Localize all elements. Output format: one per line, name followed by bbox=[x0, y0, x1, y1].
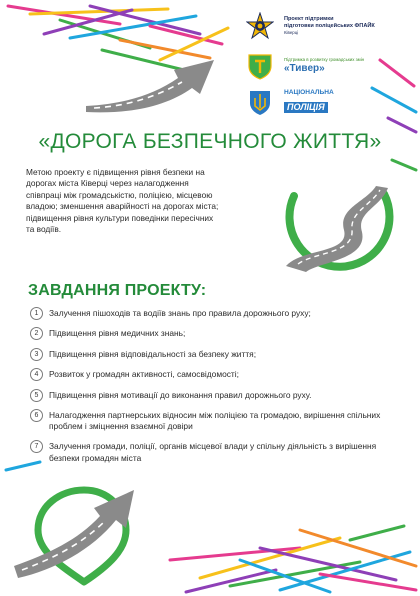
page-title: «ДОРОГА БЕЗПЕЧНОГО ЖИТТЯ» bbox=[38, 130, 382, 153]
task-number: 6 bbox=[30, 409, 43, 422]
org2-name: «Тивер» bbox=[284, 63, 325, 74]
tasks-list bbox=[30, 308, 396, 473]
road-arrow-illustration bbox=[82, 48, 222, 114]
task-item bbox=[30, 328, 396, 340]
task-number: 2 bbox=[30, 327, 43, 340]
task-number: 5 bbox=[30, 389, 43, 402]
national-police-emblem-icon bbox=[246, 88, 274, 116]
task-item bbox=[30, 308, 396, 320]
org2-logo bbox=[246, 52, 364, 80]
org1-line1: Проект підтримки bbox=[284, 16, 334, 22]
police-star-emblem-icon bbox=[246, 12, 274, 40]
org1-line2: підготовки поліцейських ФПАЙК bbox=[284, 23, 375, 29]
task-text: Підвищення рівня медичних знань; bbox=[49, 328, 186, 339]
task-number: 1 bbox=[30, 307, 43, 320]
tasks-heading: ЗАВДАННЯ ПРОЕКТУ: bbox=[28, 282, 207, 299]
task-item bbox=[30, 349, 396, 361]
task-number: 3 bbox=[30, 348, 43, 361]
org3-line2: ПОЛІЦІЯ bbox=[284, 102, 328, 113]
task-item bbox=[30, 410, 396, 433]
org1-logo bbox=[246, 12, 375, 40]
org2-small: Підтримка в розвитку громадських змін bbox=[284, 57, 365, 62]
org1-city: Ківерці bbox=[284, 30, 299, 35]
task-item bbox=[30, 390, 396, 402]
task-text: Розвиток у громадян активності, самосвідомості; bbox=[49, 369, 239, 380]
task-number: 7 bbox=[30, 440, 43, 453]
task-text: Залучення громади, поліції, органів місцевої влади у спільну діяльність з вирішення безпеки громадян міста bbox=[49, 441, 377, 463]
green-shield-emblem-icon bbox=[246, 52, 274, 80]
intro-paragraph: Метою проекту є підвищення рівня безпеки на дорогах міста Ківерці через налагодження співпраці між громадськістю, поліцією, місцевою владою; зменшення аварійності на дорогах міста; підвищення рівня культури поведінки пересічних та водіїв. bbox=[26, 167, 219, 235]
road-pin-illustration bbox=[8, 470, 148, 586]
org3-line1: НАЦІОНАЛЬНА bbox=[284, 89, 334, 96]
task-item bbox=[30, 441, 396, 464]
task-text: Налагодження партнерських відносин між поліцією та громадою, вирішення спільних проблем і зміцнення взаємної довіри bbox=[49, 409, 381, 432]
task-item bbox=[30, 369, 396, 381]
task-number: 4 bbox=[30, 368, 43, 381]
task-text: Підвищення рівня мотивації до виконання правил дорожнього руху. bbox=[49, 389, 312, 400]
task-text: Підвищення рівня відповідальності за безпеку життя; bbox=[49, 348, 257, 359]
org3-logo bbox=[246, 88, 334, 116]
road-circle-illustration bbox=[272, 168, 404, 280]
task-text: Залучення пішоходів та водіїв знань про правила дорожнього руху; bbox=[49, 308, 311, 318]
